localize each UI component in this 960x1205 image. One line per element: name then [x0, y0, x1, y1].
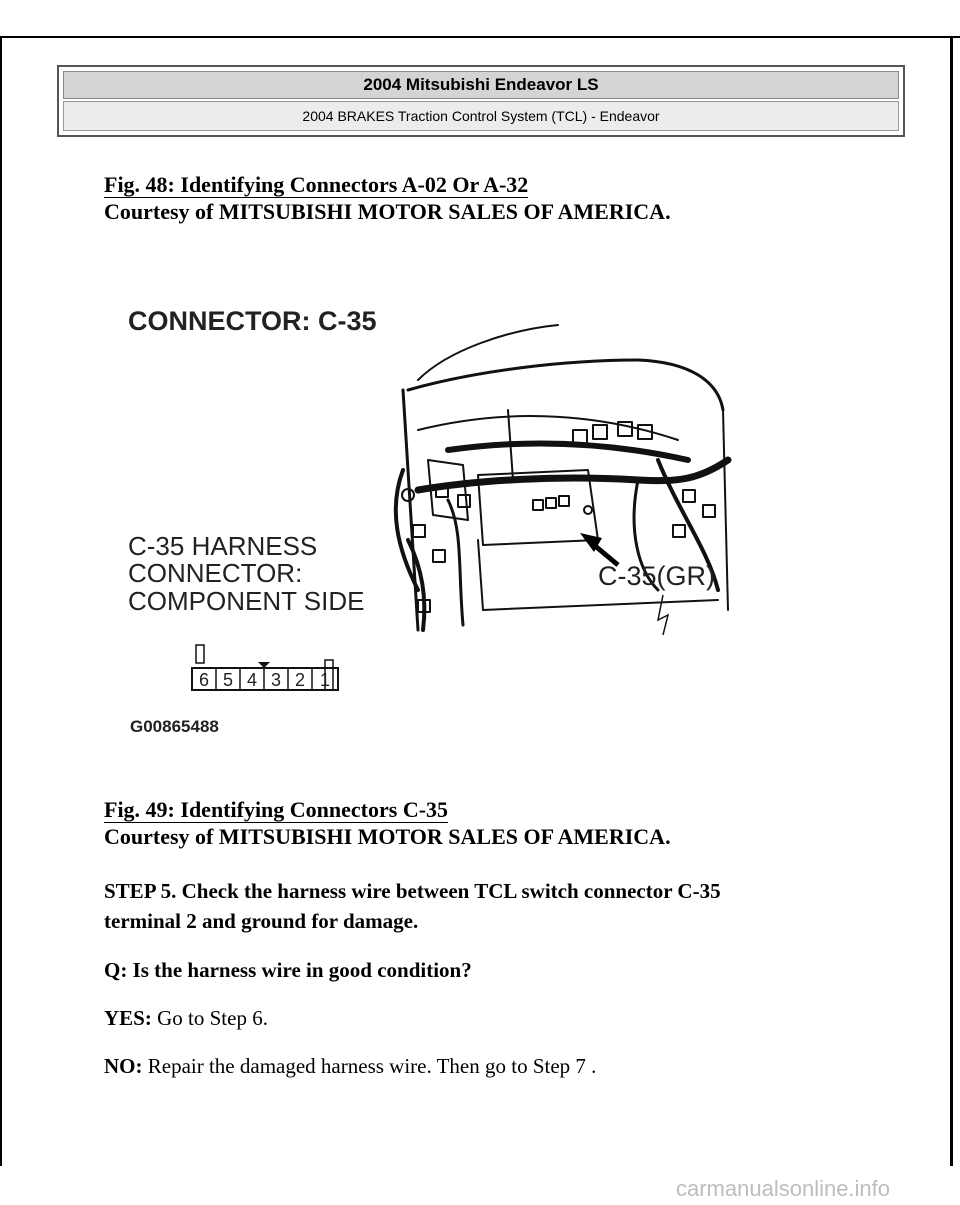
fig49-courtesy: Courtesy of MITSUBISHI MOTOR SALES OF AMERICA.	[104, 824, 671, 849]
header-title: 2004 Mitsubishi Endeavor LS	[63, 71, 899, 99]
question-text: Q: Is the harness wire in good condition?	[104, 958, 472, 982]
fig49-title[interactable]: Fig. 49: Identifying Connectors C-35	[104, 797, 449, 822]
connector-pin-diagram	[192, 645, 338, 690]
pin-2: 2	[294, 670, 306, 690]
page-border-top	[0, 36, 960, 38]
header-subtitle: 2004 BRAKES Traction Control System (TCL) - Endeavor	[63, 101, 899, 131]
pin-5: 5	[222, 670, 234, 690]
figure-image-code: G00865488	[130, 717, 219, 736]
figure-pointer-label: C-35(GR)	[598, 561, 716, 591]
page-border-right	[950, 36, 953, 1166]
yes-answer	[104, 1003, 884, 1033]
pin-6: 6	[198, 670, 210, 690]
no-text: Repair the damaged harness wire. Then go to Step 7 .	[142, 1054, 597, 1078]
pointer-squiggle	[658, 595, 668, 635]
step5-instruction	[104, 876, 884, 936]
page-border-left	[0, 36, 2, 1166]
no-answer	[104, 1051, 884, 1081]
step5-line2: terminal 2 and ground for damage.	[104, 909, 419, 933]
fig48-courtesy: Courtesy of MITSUBISHI MOTOR SALES OF AMERICA.	[104, 199, 671, 224]
yes-text: Go to Step 6.	[151, 1006, 268, 1030]
pin-4: 4	[246, 670, 258, 690]
figure-harness-line3: COMPONENT SIDE	[128, 586, 365, 616]
pin-1: 1	[319, 670, 331, 690]
fig48-title[interactable]: Fig. 48: Identifying Connectors A-02 Or A-32	[104, 172, 529, 197]
no-label: NO:	[104, 1054, 143, 1078]
yes-label: YES:	[104, 1006, 152, 1030]
connector-figure	[118, 290, 758, 745]
document-header	[57, 65, 905, 137]
step5-line1: STEP 5. Check the harness wire between TCL switch connector C-35	[104, 879, 721, 903]
figure-harness-line2: CONNECTOR:	[128, 558, 303, 588]
footer-watermark: carmanualsonline.info	[676, 1176, 891, 1201]
figure-connector-label: CONNECTOR: C-35	[128, 306, 377, 336]
figure-harness-line1: C-35 HARNESS	[128, 531, 318, 561]
pin-3: 3	[270, 670, 282, 690]
